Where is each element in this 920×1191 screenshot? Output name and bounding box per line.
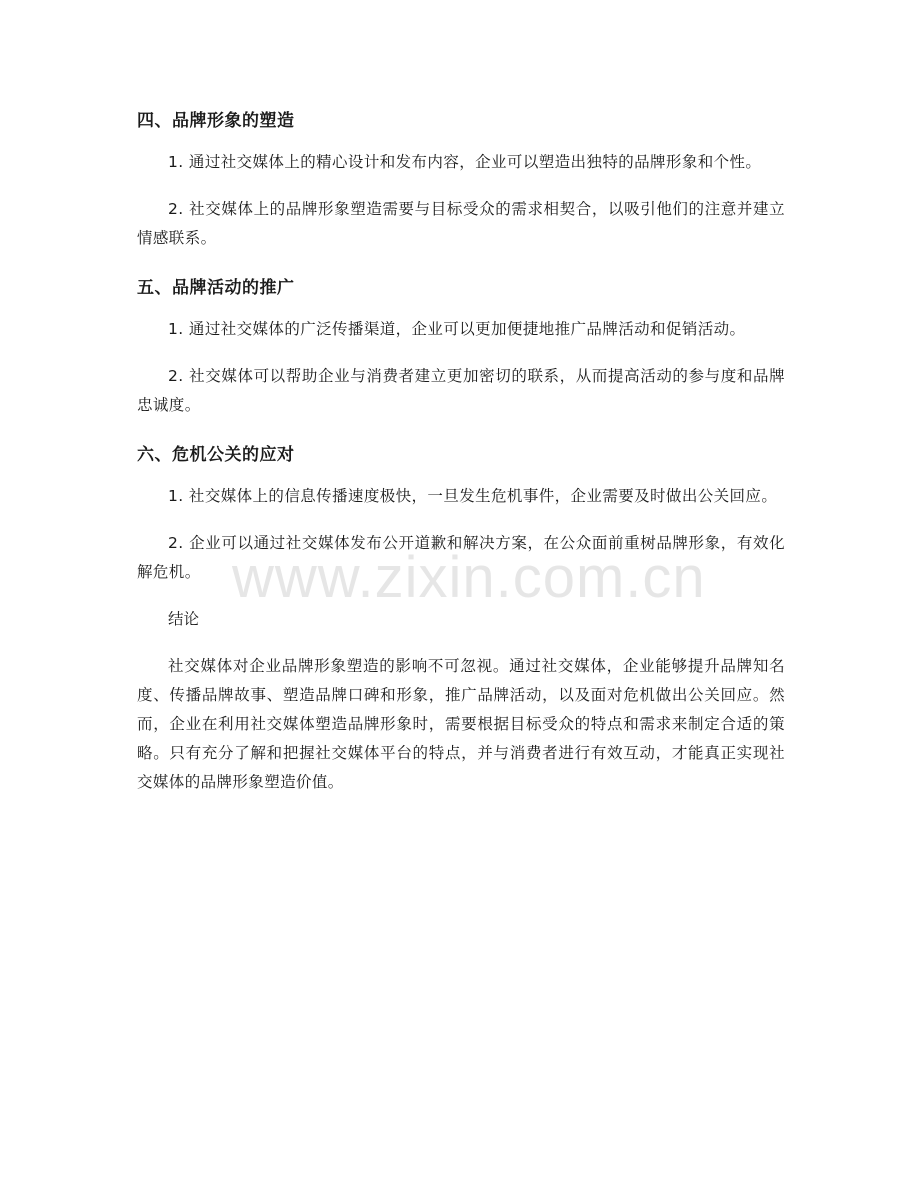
watermark-text: www.zixin.com.cn [232,545,706,610]
paragraph: 1. 社交媒体上的信息传播速度极快，一旦发生危机事件，企业需要及时做出公关回应。 [168,487,778,505]
paragraph: 2. 社交媒体上的品牌形象塑造需要与目标受众的需求相契合，以吸引他们的注意并建立情感联系。 [137,200,785,247]
section-conclusion [137,605,785,797]
document-body [137,104,785,815]
section-brand-image [137,104,785,253]
section-heading: 五、品牌活动的推广 [137,278,295,298]
paragraph: 1. 通过社交媒体的广泛传播渠道，企业可以更加便捷地推广品牌活动和促销活动。 [168,320,746,338]
paragraph: 2. 企业可以通过社交媒体发布公开道歉和解决方案，在公众面前重树品牌形象，有效化解危机。 [137,534,785,581]
conclusion-label: 结论 [168,610,200,628]
section-heading: 四、品牌形象的塑造 [137,111,295,131]
section-heading: 六、危机公关的应对 [137,445,295,465]
conclusion-paragraph: 社交媒体对企业品牌形象塑造的影响不可忽视。通过社交媒体，企业能够提升品牌知名度、传播品牌故事、塑造品牌口碑和形象，推广品牌活动，以及面对危机做出公关回应。然而，企业在利用社交媒体塑造品牌形象时，需要根据目标受众的特点和需求来制定合适的策略。只有充分了解和把握社交媒体平台的特点，并与消费者进行有效互动，才能真正实现社交媒体的品牌形象塑造价值。 [137,657,785,791]
section-brand-campaign [137,271,785,420]
paragraph: 2. 社交媒体可以帮助企业与消费者建立更加密切的联系，从而提高活动的参与度和品牌忠诚度。 [137,367,785,414]
paragraph: 1. 通过社交媒体上的精心设计和发布内容，企业可以塑造出独特的品牌形象和个性。 [168,153,762,171]
